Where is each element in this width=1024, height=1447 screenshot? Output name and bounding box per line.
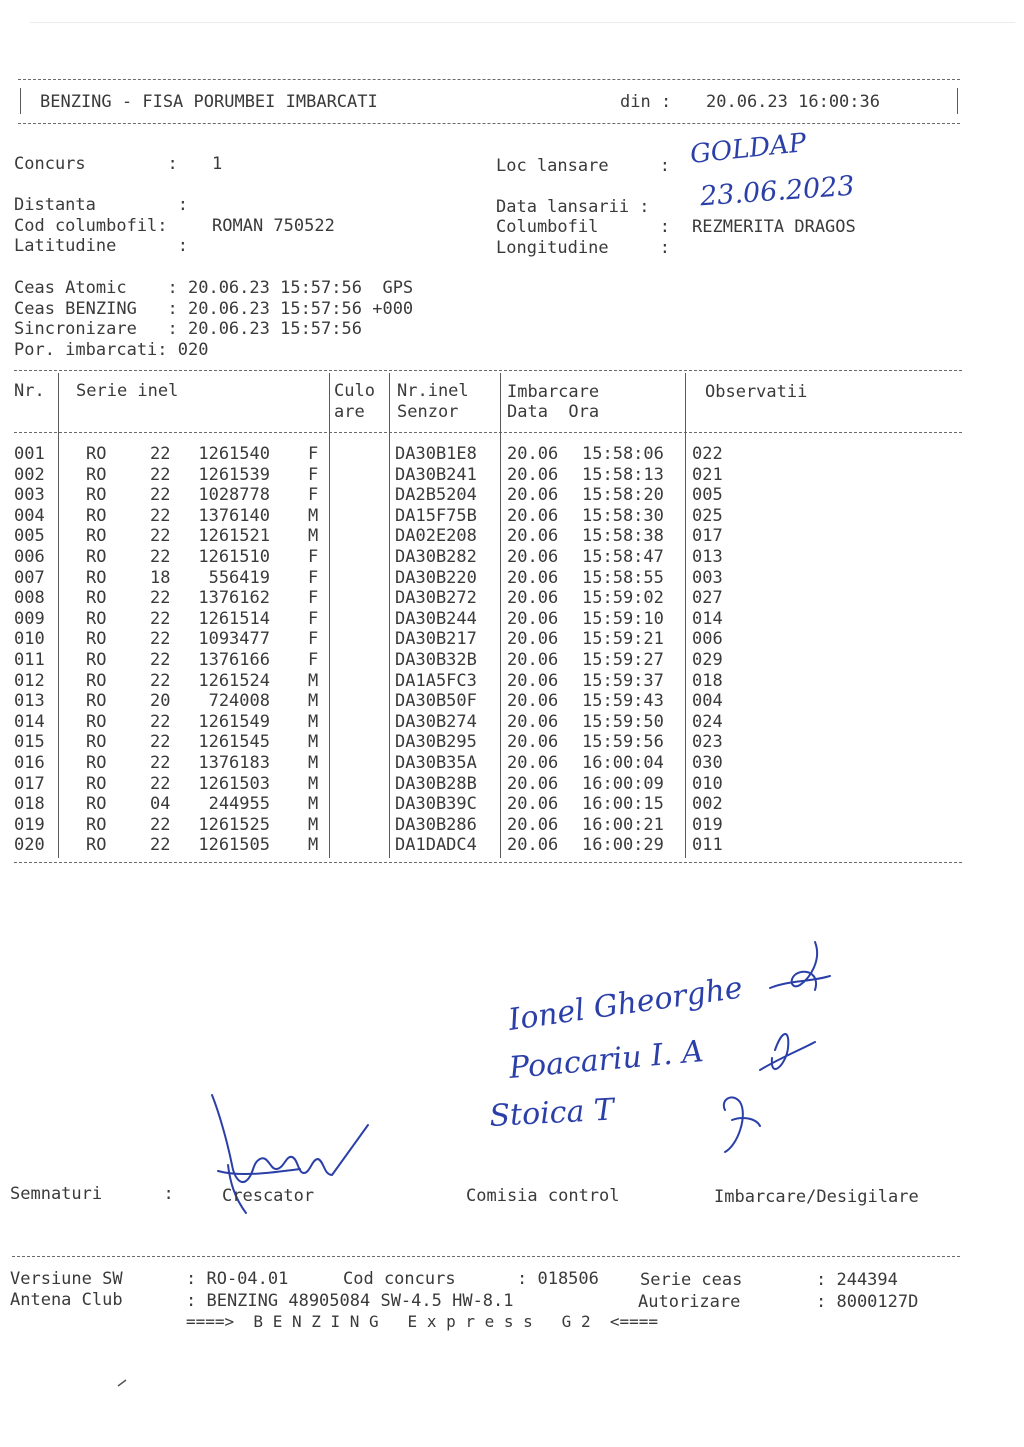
cell-sensor: DA30B50F xyxy=(395,691,477,712)
cell-time: 15:58:30 xyxy=(582,505,664,526)
loc-lansare-handwritten: GOLDAP xyxy=(688,127,808,171)
header-top-border xyxy=(18,79,960,80)
th-data-ora: Data Ora xyxy=(507,402,600,422)
cell-year: 20 xyxy=(150,691,171,712)
versiune-sw-value: : RO-04.01 xyxy=(186,1269,289,1289)
loc-lansare-label: Loc lansare : xyxy=(496,156,670,176)
th-culoare-2: are xyxy=(334,402,365,422)
cell-ring-number: 1261524 xyxy=(198,670,270,691)
cell-observation: 004 xyxy=(692,691,723,712)
cell-time: 15:59:02 xyxy=(582,588,664,609)
ceas-atomic-line: Ceas Atomic : 20.06.23 15:57:56 GPS xyxy=(14,278,414,298)
cell-date: 20.06 xyxy=(507,670,559,691)
columbofil-value: REZMERITA DRAGOS xyxy=(692,217,856,237)
imbarcare-desigilare-label: Imbarcare/Desigilare xyxy=(714,1187,919,1207)
cell-year: 22 xyxy=(150,650,171,670)
cell-country: RO xyxy=(86,547,107,567)
col-divider-senzor xyxy=(500,373,501,858)
cell-date: 20.06 xyxy=(507,732,559,753)
cell-year: 18 xyxy=(150,567,171,588)
cell-sensor: DA30B272 xyxy=(395,588,477,609)
cell-date: 20.06 xyxy=(507,814,559,835)
cell-nr: 018 xyxy=(14,794,45,815)
cell-ring-number: 1261514 xyxy=(198,608,270,629)
cell-time: 16:00:21 xyxy=(582,814,664,835)
data-lansarii-label: Data lansarii : xyxy=(496,197,650,217)
columbofil-label: Columbofil : xyxy=(496,217,670,237)
col-divider-culoare xyxy=(389,373,390,858)
cell-nr: 015 xyxy=(14,732,45,753)
col-divider-imbarcare xyxy=(685,373,686,858)
cell-date: 20.06 xyxy=(507,464,559,485)
din-value: 20.06.23 16:00:36 xyxy=(706,92,880,112)
cell-time: 15:58:20 xyxy=(582,485,664,506)
ceas-benzing-line: Ceas BENZING : 20.06.23 15:57:56 +000 xyxy=(14,299,414,319)
cell-country: RO xyxy=(86,608,107,629)
cell-nr: 004 xyxy=(14,505,45,526)
cod-concurs-value: : 018506 xyxy=(517,1269,599,1289)
cell-date: 20.06 xyxy=(507,588,559,609)
document-title: BENZING - FISA PORUMBEI IMBARCATI xyxy=(40,92,378,112)
stray-pen-mark xyxy=(116,1378,130,1388)
benzing-express-banner: ====> B E N Z I N G E x p r e s s G 2 <==== xyxy=(186,1312,659,1331)
cell-observation: 005 xyxy=(692,485,723,506)
cell-time: 15:59:50 xyxy=(582,711,664,732)
cell-date: 20.06 xyxy=(507,711,559,732)
cell-time: 15:59:10 xyxy=(582,608,664,629)
data-lansarii-handwritten: 23.06.2023 xyxy=(699,170,856,213)
cell-country: RO xyxy=(86,773,107,794)
cell-year: 22 xyxy=(150,814,171,835)
serie-ceas-value: : 244394 xyxy=(816,1270,898,1290)
concurs-label: Concurs : xyxy=(14,154,178,174)
cell-nr: 017 xyxy=(14,773,45,794)
cell-observation: 021 xyxy=(692,464,723,485)
cell-time: 15:58:06 xyxy=(582,444,664,464)
cell-observation: 003 xyxy=(692,567,723,588)
cell-observation: 014 xyxy=(692,608,723,629)
por-imbarcati-line: Por. imbarcati: 020 xyxy=(14,340,209,360)
cell-time: 16:00:29 xyxy=(582,835,664,856)
header-right-border xyxy=(957,88,958,114)
antena-club-label: Antena Club xyxy=(10,1290,123,1310)
cell-time: 15:59:56 xyxy=(582,732,664,753)
col-divider-serie xyxy=(329,373,330,858)
cell-sex: M xyxy=(308,835,319,856)
cell-sensor: DA30B244 xyxy=(395,608,477,629)
cell-sex: M xyxy=(308,711,319,732)
cell-observation: 022 xyxy=(692,444,723,464)
signature-name-1: Ionel Gheorghe xyxy=(506,970,745,1038)
din-label: din : xyxy=(620,92,672,112)
cell-country: RO xyxy=(86,835,107,856)
footer-top-border xyxy=(12,1256,960,1257)
cell-date: 20.06 xyxy=(507,547,559,567)
cell-time: 16:00:04 xyxy=(582,753,664,773)
cell-sensor: DA30B274 xyxy=(395,711,477,732)
cell-year: 22 xyxy=(150,835,171,856)
cell-time: 16:00:09 xyxy=(582,773,664,794)
cell-sex: M xyxy=(308,670,319,691)
cell-ring-number: 1261539 xyxy=(198,464,270,485)
cell-ring-number: 1093477 xyxy=(198,629,270,650)
cell-observation: 013 xyxy=(692,547,723,567)
cell-sensor: DA30B39C xyxy=(395,794,477,815)
cell-country: RO xyxy=(86,588,107,609)
cell-time: 15:59:27 xyxy=(582,650,664,670)
latitudine-label: Latitudine : xyxy=(14,236,188,256)
cell-nr: 019 xyxy=(14,814,45,835)
longitudine-label: Longitudine : xyxy=(496,238,670,258)
cell-sex: M xyxy=(308,526,319,547)
cell-year: 22 xyxy=(150,505,171,526)
cell-year: 22 xyxy=(150,526,171,547)
cell-nr: 010 xyxy=(14,629,45,650)
cell-country: RO xyxy=(86,650,107,670)
cell-date: 20.06 xyxy=(507,505,559,526)
cell-sex: F xyxy=(308,547,319,567)
cell-ring-number: 1261540 xyxy=(198,444,270,464)
cell-nr: 009 xyxy=(14,608,45,629)
cell-date: 20.06 xyxy=(507,691,559,712)
cell-time: 15:58:38 xyxy=(582,526,664,547)
cell-sensor: DA30B28B xyxy=(395,773,477,794)
cell-country: RO xyxy=(86,526,107,547)
cell-year: 22 xyxy=(150,485,171,506)
cell-country: RO xyxy=(86,711,107,732)
header-bottom-border xyxy=(18,123,960,124)
cell-sex: F xyxy=(308,485,319,506)
cell-ring-number: 244955 xyxy=(208,794,270,815)
cell-sex: F xyxy=(308,444,319,464)
cell-date: 20.06 xyxy=(507,608,559,629)
th-nr-inel: Nr.inel xyxy=(397,381,469,401)
cell-ring-number: 1261505 xyxy=(198,835,270,856)
cell-country: RO xyxy=(86,629,107,650)
cell-observation: 018 xyxy=(692,670,723,691)
cell-ring-number: 1376166 xyxy=(198,650,270,670)
cell-sensor: DA30B217 xyxy=(395,629,477,650)
cell-sex: F xyxy=(308,464,319,485)
cell-observation: 002 xyxy=(692,794,723,815)
th-serie-inel: Serie inel xyxy=(76,381,179,401)
col-divider-nr xyxy=(58,373,59,858)
cell-sex: F xyxy=(308,629,319,650)
table-bottom-border xyxy=(14,862,962,863)
cell-sex: M xyxy=(308,773,319,794)
signature-name-2: Poacariu I. A xyxy=(507,1034,705,1086)
cell-ring-number: 1261545 xyxy=(198,732,270,753)
cell-year: 22 xyxy=(150,608,171,629)
cell-year: 22 xyxy=(150,547,171,567)
cell-sensor: DA30B282 xyxy=(395,547,477,567)
cell-observation: 010 xyxy=(692,773,723,794)
cell-sex: F xyxy=(308,567,319,588)
cell-nr: 013 xyxy=(14,691,45,712)
cell-nr: 014 xyxy=(14,711,45,732)
cell-nr: 008 xyxy=(14,588,45,609)
cell-sensor: DA2B5204 xyxy=(395,485,477,506)
cell-ring-number: 1261503 xyxy=(198,773,270,794)
cell-nr: 005 xyxy=(14,526,45,547)
cell-ring-number: 724008 xyxy=(208,691,270,712)
cell-nr: 002 xyxy=(14,464,45,485)
cell-country: RO xyxy=(86,794,107,815)
cell-sex: F xyxy=(308,650,319,670)
cell-sensor: DA30B35A xyxy=(395,753,477,773)
cell-sensor: DA30B241 xyxy=(395,464,477,485)
cell-time: 15:58:13 xyxy=(582,464,664,485)
th-observatii: Observatii xyxy=(705,382,808,402)
cell-sex: M xyxy=(308,732,319,753)
semnaturi-label: Semnaturi : xyxy=(10,1184,174,1204)
versiune-sw-label: Versiune SW xyxy=(10,1269,123,1289)
cell-nr: 006 xyxy=(14,547,45,567)
cell-time: 15:58:47 xyxy=(582,547,664,567)
sincronizare-line: Sincronizare : 20.06.23 15:57:56 xyxy=(14,319,362,339)
commission-signatures-drawing xyxy=(470,930,850,1160)
autorizare-value: : 8000127D xyxy=(816,1292,919,1312)
cell-ring-number: 1261521 xyxy=(198,526,270,547)
cell-date: 20.06 xyxy=(507,753,559,773)
cell-observation: 023 xyxy=(692,732,723,753)
table-header-divider xyxy=(14,432,962,433)
cell-ring-number: 1261549 xyxy=(198,711,270,732)
cell-year: 22 xyxy=(150,464,171,485)
cell-time: 15:59:43 xyxy=(582,691,664,712)
cell-ring-number: 1261525 xyxy=(198,814,270,835)
cell-nr: 001 xyxy=(14,444,45,464)
cell-time: 15:58:55 xyxy=(582,567,664,588)
cell-year: 22 xyxy=(150,588,171,609)
cell-sex: M xyxy=(308,814,319,835)
signature-name-3: Stoica T xyxy=(488,1092,615,1134)
autorizare-label: Autorizare xyxy=(638,1292,741,1312)
cell-date: 20.06 xyxy=(507,567,559,588)
cell-sensor: DA30B1E8 xyxy=(395,444,477,464)
cell-observation: 017 xyxy=(692,526,723,547)
cell-year: 22 xyxy=(150,732,171,753)
cell-date: 20.06 xyxy=(507,629,559,650)
cell-country: RO xyxy=(86,464,107,485)
cell-sex: F xyxy=(308,588,319,609)
cell-time: 16:00:15 xyxy=(582,794,664,815)
cell-sex: M xyxy=(308,505,319,526)
cell-ring-number: 1376162 xyxy=(198,588,270,609)
cell-nr: 016 xyxy=(14,753,45,773)
cell-date: 20.06 xyxy=(507,773,559,794)
th-nr: Nr. xyxy=(14,381,45,401)
cod-columbofil-label: Cod columbofil: xyxy=(14,216,168,236)
cell-time: 15:59:37 xyxy=(582,670,664,691)
cell-ring-number: 1376140 xyxy=(198,505,270,526)
cell-date: 20.06 xyxy=(507,835,559,856)
cell-country: RO xyxy=(86,691,107,712)
cell-sensor: DA1A5FC3 xyxy=(395,670,477,691)
cell-date: 20.06 xyxy=(507,650,559,670)
cell-date: 20.06 xyxy=(507,485,559,506)
cell-sex: M xyxy=(308,753,319,773)
cell-country: RO xyxy=(86,732,107,753)
cell-date: 20.06 xyxy=(507,794,559,815)
antena-club-value: : BENZING 48905084 SW-4.5 HW-8.1 xyxy=(186,1291,514,1311)
cell-sensor: DA30B220 xyxy=(395,567,477,588)
cell-country: RO xyxy=(86,753,107,773)
cell-observation: 024 xyxy=(692,711,723,732)
cell-ring-number: 1261510 xyxy=(198,547,270,567)
cell-sensor: DA30B295 xyxy=(395,732,477,753)
cell-nr: 011 xyxy=(14,650,45,670)
table-top-border xyxy=(14,370,962,371)
cell-sensor: DA15F75B xyxy=(395,505,477,526)
scan-edge-line xyxy=(30,22,1015,23)
cell-nr: 003 xyxy=(14,485,45,506)
cell-sensor: DA02E208 xyxy=(395,526,477,547)
cell-year: 22 xyxy=(150,753,171,773)
comisia-control-label: Comisia control xyxy=(466,1186,620,1206)
cell-observation: 030 xyxy=(692,753,723,773)
cod-columbofil-value: ROMAN 750522 xyxy=(212,216,335,236)
cell-sensor: DA1DADC4 xyxy=(395,835,477,856)
cell-observation: 011 xyxy=(692,835,723,856)
cell-ring-number: 1028778 xyxy=(198,485,270,506)
cell-country: RO xyxy=(86,670,107,691)
cell-time: 15:59:21 xyxy=(582,629,664,650)
cell-year: 04 xyxy=(150,794,171,815)
crescator-label: Crescator xyxy=(222,1186,315,1206)
cell-country: RO xyxy=(86,814,107,835)
cell-observation: 027 xyxy=(692,588,723,609)
concurs-value: 1 xyxy=(212,154,223,174)
cell-observation: 019 xyxy=(692,814,723,835)
cell-sensor: DA30B32B xyxy=(395,650,477,670)
serie-ceas-label: Serie ceas xyxy=(640,1270,743,1290)
th-senzor: Senzor xyxy=(397,402,459,422)
cell-year: 22 xyxy=(150,444,171,464)
cell-sex: F xyxy=(308,608,319,629)
cell-nr: 012 xyxy=(14,670,45,691)
cell-country: RO xyxy=(86,444,107,464)
cod-concurs-label: Cod concurs xyxy=(343,1269,456,1289)
cell-sex: M xyxy=(308,794,319,815)
cell-observation: 025 xyxy=(692,505,723,526)
distanta-label: Distanta : xyxy=(14,195,188,215)
cell-date: 20.06 xyxy=(507,444,559,464)
cell-country: RO xyxy=(86,505,107,526)
cell-country: RO xyxy=(86,485,107,506)
cell-nr: 020 xyxy=(14,835,45,856)
cell-sex: M xyxy=(308,691,319,712)
cell-date: 20.06 xyxy=(507,526,559,547)
cell-year: 22 xyxy=(150,773,171,794)
header-left-border xyxy=(20,88,21,114)
th-culoare-1: Culo xyxy=(334,381,375,401)
cell-country: RO xyxy=(86,567,107,588)
cell-year: 22 xyxy=(150,711,171,732)
th-imbarcare: Imbarcare xyxy=(507,382,600,402)
cell-observation: 006 xyxy=(692,629,723,650)
cell-nr: 007 xyxy=(14,567,45,588)
cell-ring-number: 1376183 xyxy=(198,753,270,773)
cell-sensor: DA30B286 xyxy=(395,814,477,835)
cell-ring-number: 556419 xyxy=(208,567,270,588)
cell-observation: 029 xyxy=(692,650,723,670)
cell-year: 22 xyxy=(150,629,171,650)
cell-year: 22 xyxy=(150,670,171,691)
